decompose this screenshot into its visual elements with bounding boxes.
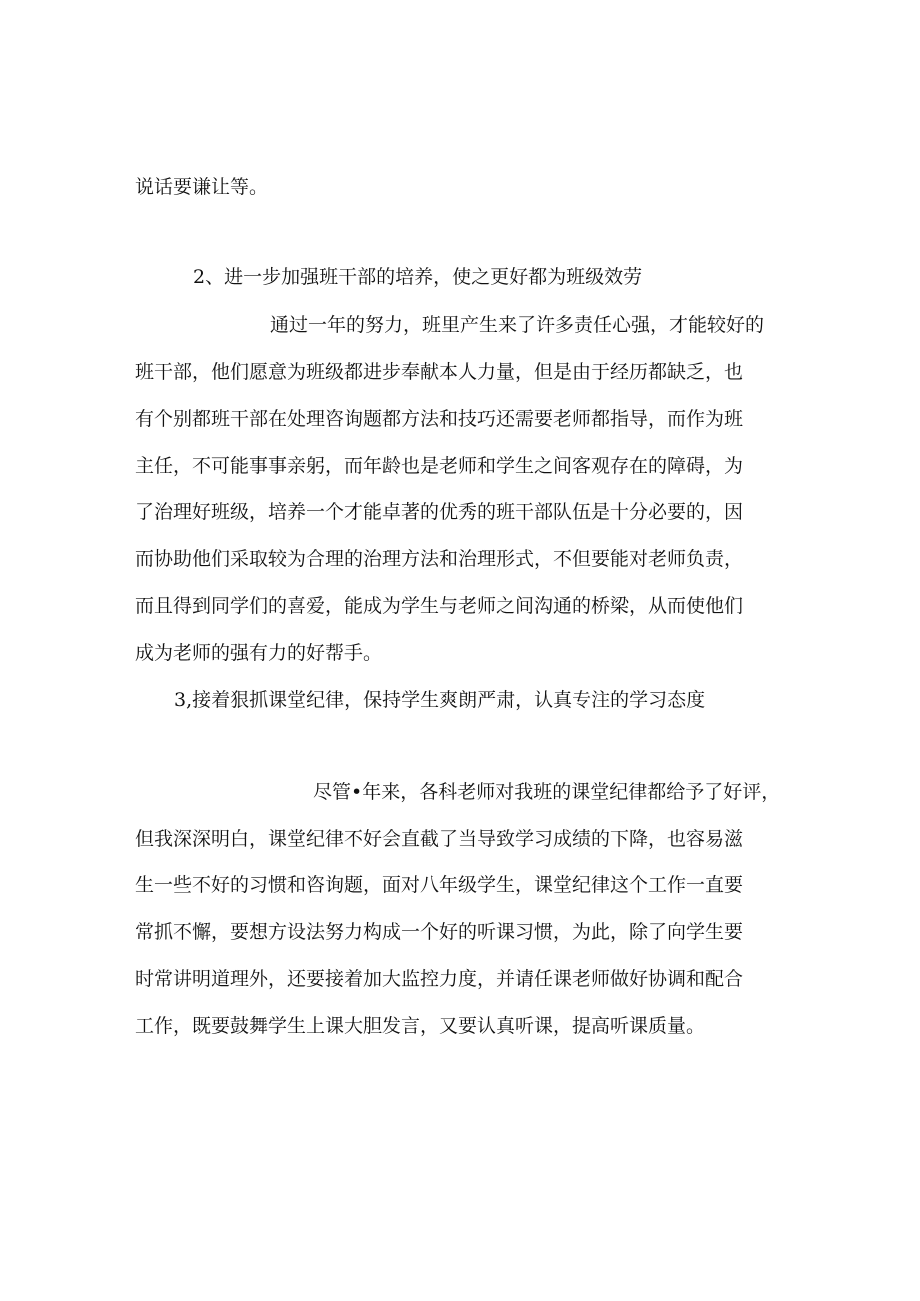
paragraph-2-line: 成为老师的强有力的好帮手。 [135,642,383,664]
paragraph-2-line: 主任，不可能事事亲躬，而年龄也是老师和学生之间客观存在的障碍，为 [135,455,744,477]
paragraph-3-line: 但我深深明白，课堂纪律不好会直截了当导致学习成绩的下降，也容易滋 [135,828,744,850]
paragraph-3-line: 时常讲明道理外，还要接着加大监控力度，并请任课老师做好协调和配合 [135,968,744,990]
paragraph-2-line: 班干部，他们愿意为班级都进步奉献本人力量，但是由于经历都缺乏，也 [135,361,744,383]
paragraph-2-line: 而且得到同学们的喜爱，能成为学生与老师之间沟通的桥梁，从而使他们 [135,595,744,617]
paragraph-2-line: 了治理好班级，培养一个才能卓著的优秀的班干部队伍是十分必要的，因 [135,501,744,523]
section-heading-2: 2、进一步加强班干部的培养，使之更好都为班级效劳 [193,266,643,288]
paragraph-3-line: 生一些不好的习惯和咨询题，面对八年级学生，课堂纪律这个工作一直要 [135,874,744,896]
paragraph-2-line: 而协助他们采取较为合理的治理方法和治理形式，不但要能对老师负责， [135,548,744,570]
paragraph-2-line: 有个别都班干部在处理咨询题都方法和技巧还需要老师都指导，而作为班 [135,408,744,430]
section-heading-3: 3,接着狠抓课堂纪律，保持学生爽朗严肃，认真专注的学习态度 [174,689,706,711]
paragraph-3-line: 常抓不懈，要想方设法努力构成一个好的听课习惯，为此，除了向学生要 [135,921,744,943]
intro-line: 说话要谦让等。 [135,176,269,198]
paragraph-3-line: 尽管•年来，各科老师对我班的课堂纪律都给予了好评， [313,781,781,803]
paragraph-3-line: 工作，既要鼓舞学生上课大胆发言，又要认真听课，提高听课质量。 [135,1015,706,1037]
paragraph-2-line: 通过一年的努力，班里产生来了许多责任心强，才能较好的 [270,314,765,336]
